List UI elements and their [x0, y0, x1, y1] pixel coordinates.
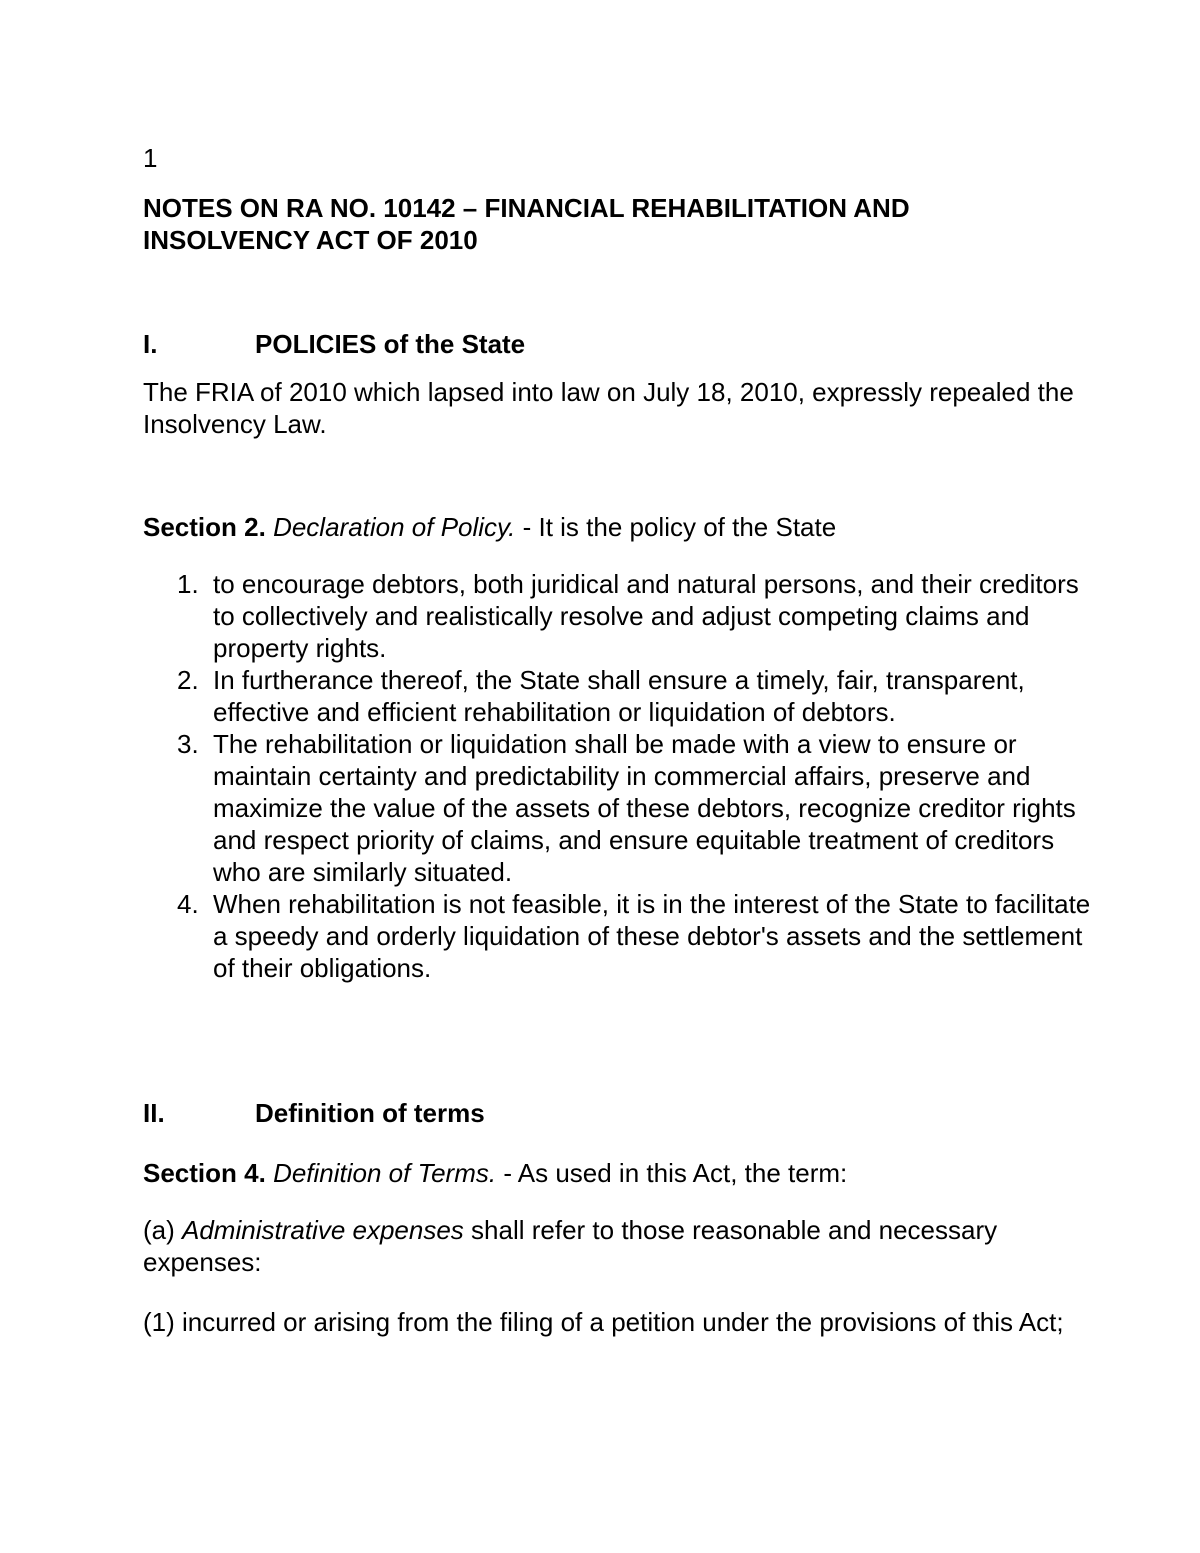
section-numeral: I. — [143, 329, 158, 359]
section-4-paragraph — [143, 1157, 1083, 1189]
section-heading-definitions — [143, 1097, 1043, 1129]
definition-prefix: (a) — [143, 1215, 182, 1245]
definition-term: Administrative expenses — [182, 1215, 464, 1245]
section-title: Definition of Terms. — [273, 1158, 497, 1188]
list-item — [143, 664, 1103, 728]
definition-text: shall refer to those reasonable and necessary expenses: — [143, 1215, 998, 1277]
list-item — [143, 888, 1103, 984]
list-item-text: to encourage debtors, both juridical and natural persons, and their creditors to collectively and realistically resolve and adjust competing claims and property rights. — [213, 569, 1079, 663]
policy-list — [143, 568, 1103, 984]
section-title: Declaration of Policy. — [273, 512, 516, 542]
page-number: 1 — [143, 143, 158, 173]
definition-a1-paragraph: (1) incurred or arising from the filing of a petition under the provisions of this Act; — [143, 1307, 1064, 1337]
section-heading-text: POLICIES of the State — [255, 329, 526, 359]
list-item — [143, 568, 1103, 664]
section-2-paragraph — [143, 511, 1083, 543]
definition-a-paragraph — [143, 1214, 1083, 1278]
section-numeral: II. — [143, 1098, 165, 1128]
section-lead: - As used in this Act, the term: — [496, 1158, 848, 1188]
section-heading-policies — [143, 328, 1043, 360]
section-label: Section 4. — [143, 1158, 266, 1188]
section-label: Section 2. — [143, 512, 266, 542]
section-lead: - It is the policy of the State — [515, 512, 837, 542]
list-item-text: In furtherance thereof, the State shall ensure a timely, fair, transparent, effective and efficient rehabilitation or liquidation of debtors. — [213, 665, 1025, 727]
list-item-text: When rehabilitation is not feasible, it is in the interest of the State to facilitate a speedy and orderly liquidation of these debtor's assets and the settlement of their obligations. — [213, 889, 1091, 983]
intro-paragraph: The FRIA of 2010 which lapsed into law on July 18, 2010, expressly repealed the Insolvency Law. — [143, 377, 1074, 439]
list-item-text: The rehabilitation or liquidation shall be made with a view to ensure or maintain certainty and predictability in commercial affairs, preserve and maximize the value of the assets of these debtors, recognize creditor rights and respect priority of claims, and ensure equitable treatment of creditors who are similarly situated. — [213, 729, 1076, 887]
document-title: NOTES ON RA NO. 10142 – FINANCIAL REHABILITATION AND INSOLVENCY ACT OF 2010 — [143, 193, 910, 255]
list-number: 4. — [177, 889, 199, 919]
list-number: 1. — [177, 569, 199, 599]
section-heading-text: Definition of terms — [255, 1098, 485, 1128]
list-number: 2. — [177, 665, 199, 695]
list-item — [143, 728, 1103, 888]
list-number: 3. — [177, 729, 199, 759]
